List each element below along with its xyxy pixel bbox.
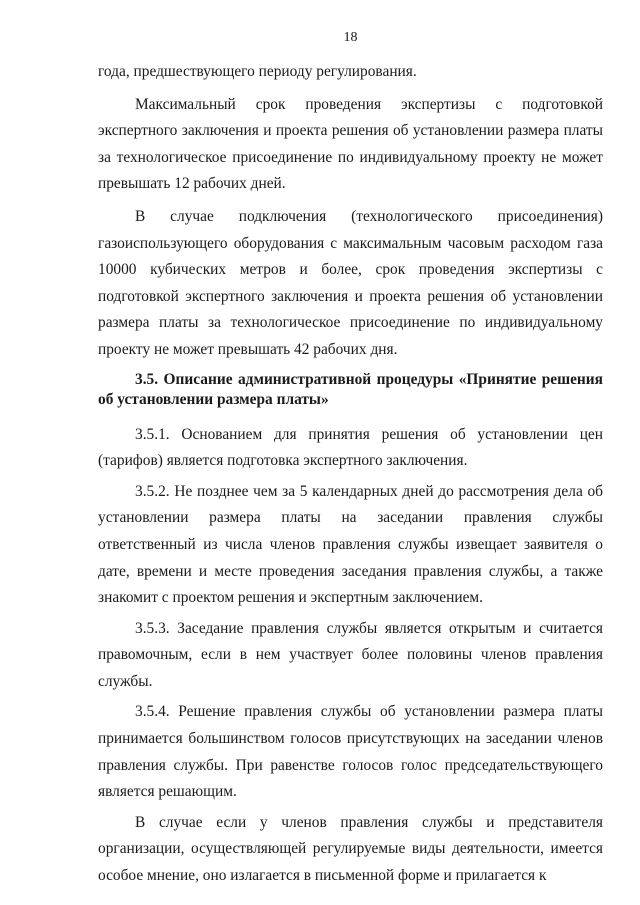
- paragraph-max-term-42-days: В случае подключения (технологического присоединения) газоиспользующего оборудования с максимальным часовым расходом газа 10000 кубических метров и более, срок проведения экспертизы с подготовкой экспертного заключения и проекта решения об установлении размера платы за технологическое присоединение по индивидуальному проекту не может превышать 42 рабочих дня.: [98, 207, 603, 358]
- paragraph-3-5-3: 3.5.3. Заседание правления службы является открытым и считается правомочным, если в нем участвует более половины членов правления службы.: [98, 619, 603, 690]
- section-heading-3-5: 3.5. Описание административной процедуры «Принятие решения об установлении размера платы»: [98, 370, 603, 408]
- paragraph-special-opinion: В случае если у членов правления службы и представителя организации, осуществляющей регулируемые виды деятельности, имеется особое мнение, оно излагается в письменной форме и прилагается к: [98, 813, 603, 885]
- paragraph-3-5-1: 3.5.1. Основанием для принятия решения об установлении цен (тарифов) является подготовка экспертного заключения.: [98, 425, 603, 470]
- paragraph-3-5-2: 3.5.2. Не позднее чем за 5 календарных дней до рассмотрения дела об установлении размера платы на заседании правления службы ответственный из числа членов правления службы извещает заявителя о дате, времени и месте проведения заседания правления службы, а также знакомит с проектом решения и экспертным заключением.: [98, 482, 603, 607]
- page-content: [98, 59, 603, 890]
- paragraph-max-term-12-days: Максимальный срок проведения экспертизы с подготовкой экспертного заключения и проекта решения об установлении размера платы за технологическое присоединение по индивидуальному проекту не может превышать 12 рабочих дней.: [98, 95, 603, 193]
- paragraph-continuation: года, предшествующего периоду регулирования.: [98, 63, 417, 80]
- page-number: 18: [343, 30, 358, 45]
- paragraph-3-5-4: 3.5.4. Решение правления службы об установлении размера платы принимается большинством голосов присутствующих на заседании членов правления службы. При равенстве голосов голос председательствующего является решающим.: [98, 703, 603, 801]
